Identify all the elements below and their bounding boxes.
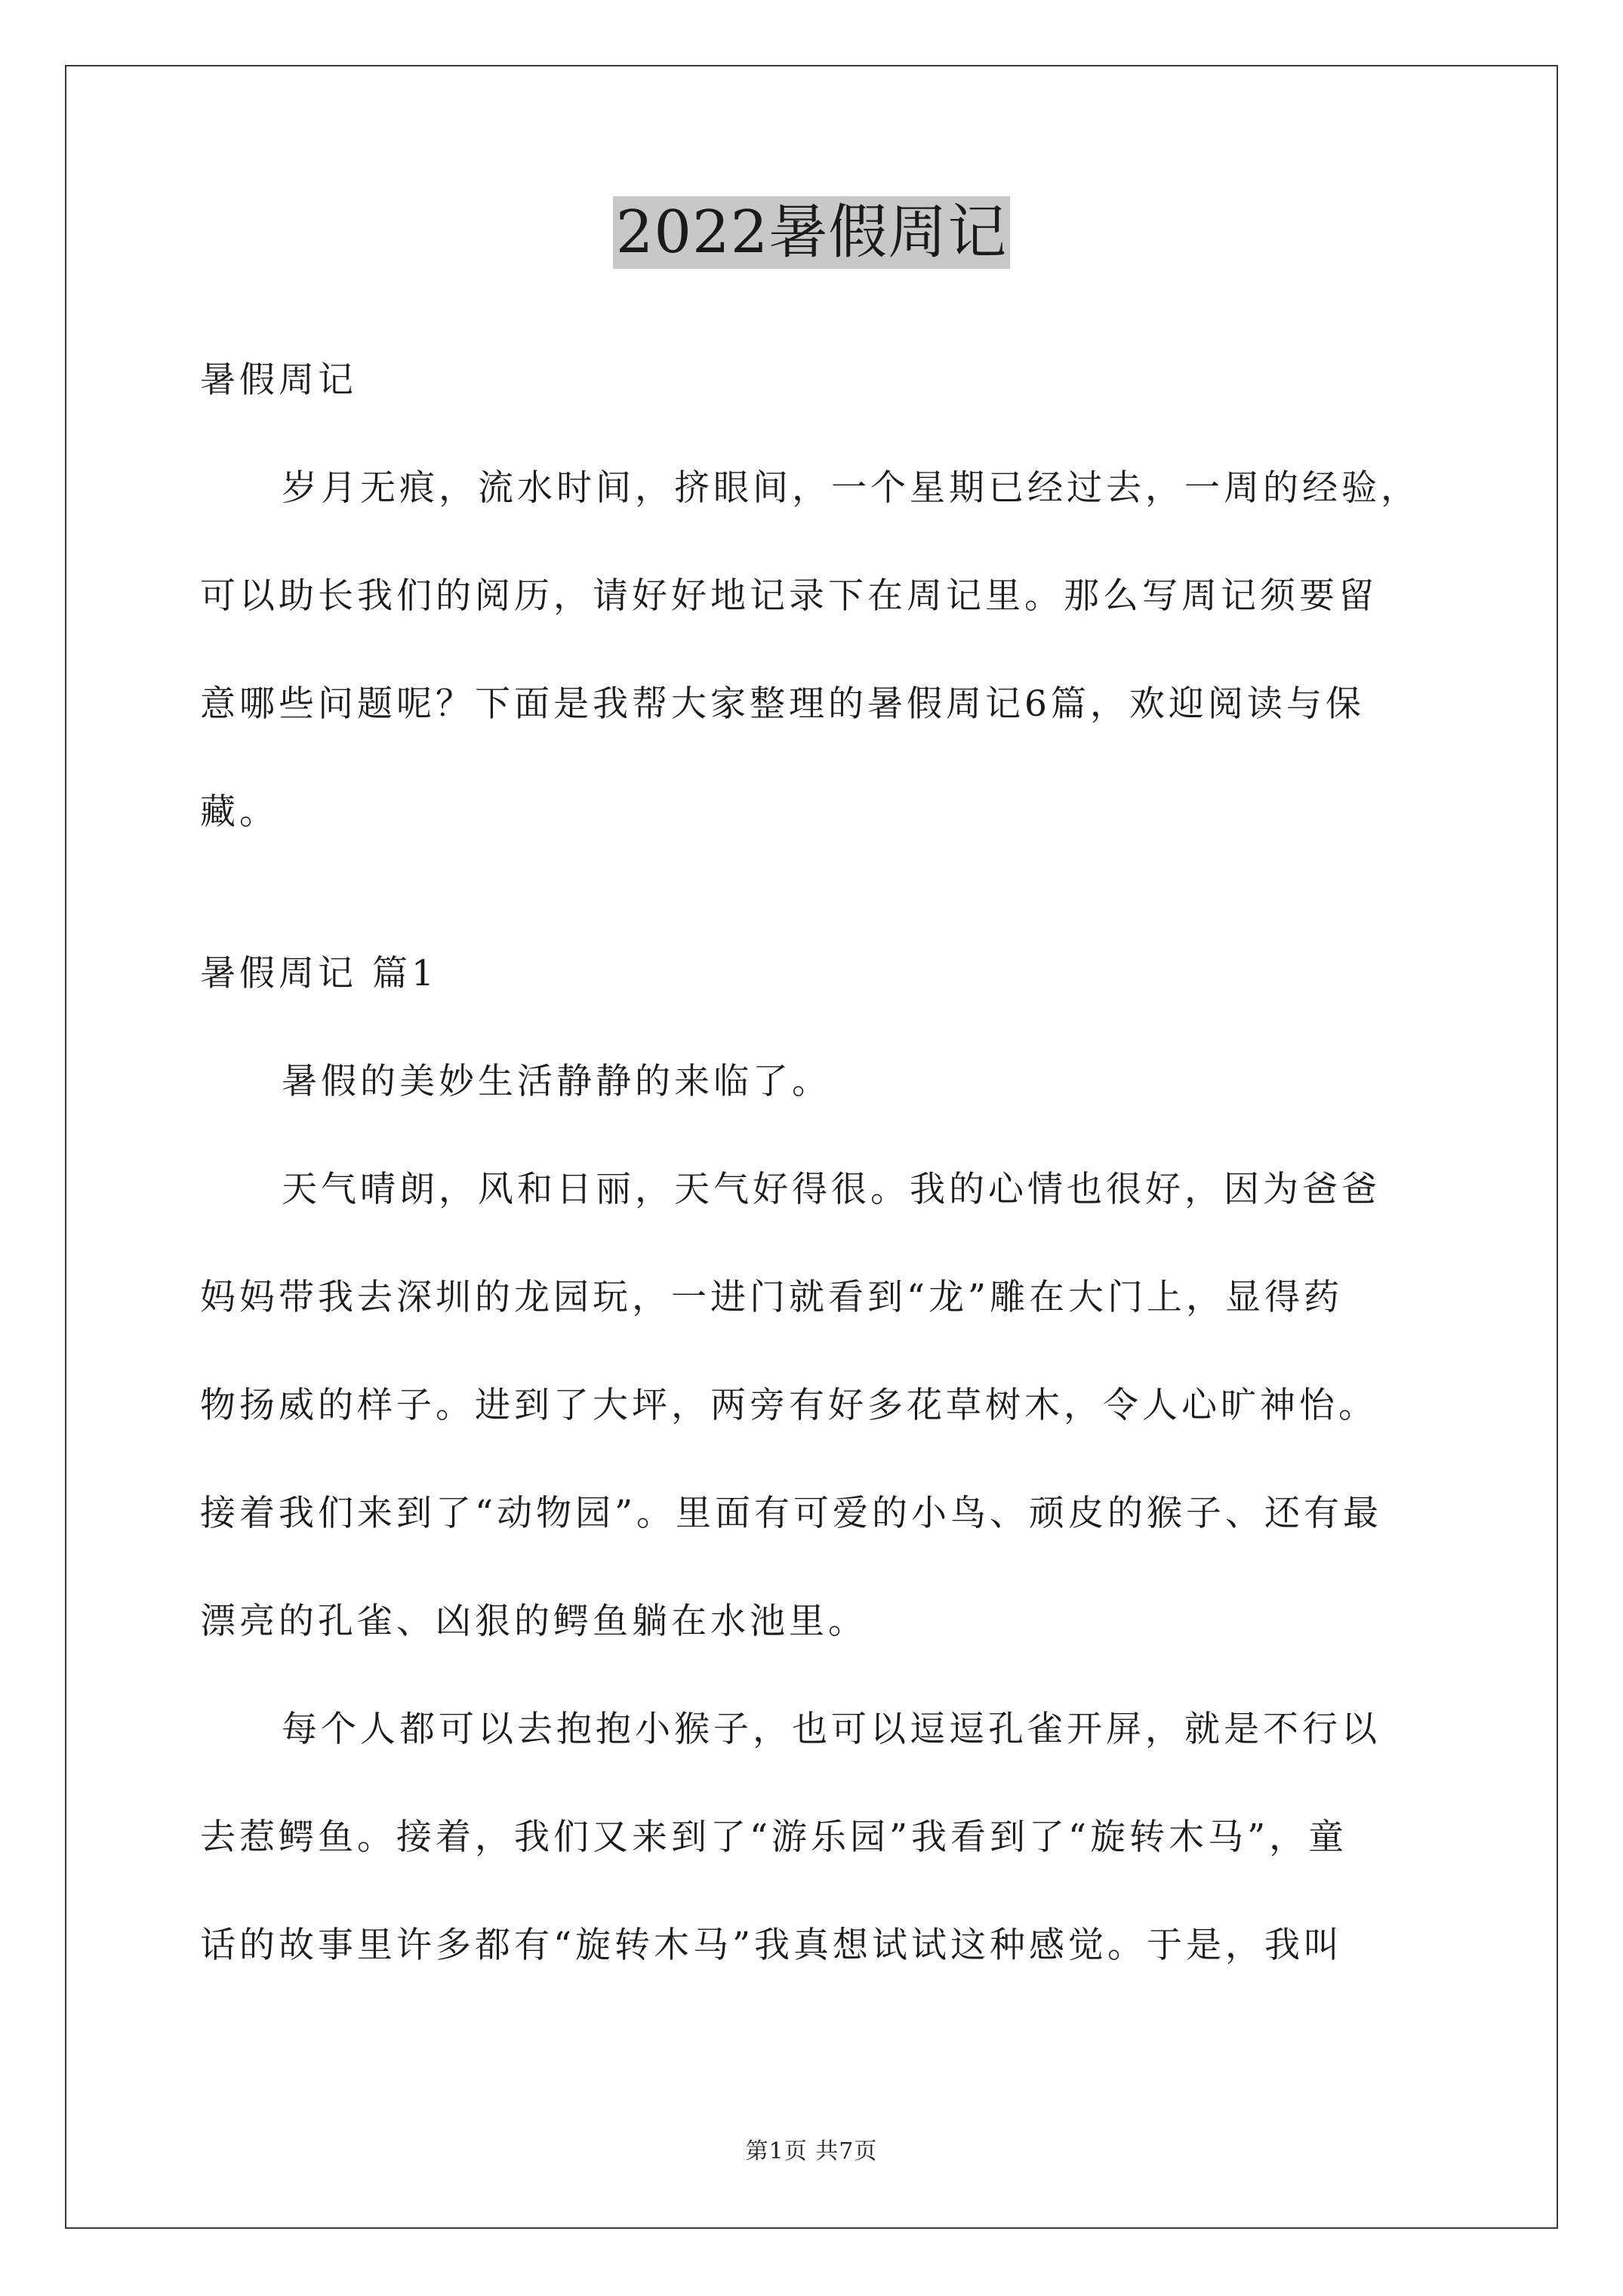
paragraph-line: 去惹鳄鱼。接着，我们又来到了“游乐园”我看到了“旋转木马”，童: [200, 1817, 1348, 1858]
paragraph-line: 每个人都可以去抱抱小猴子，也可以逗逗孔雀开屏，就是不行以: [282, 1709, 1381, 1750]
paragraph-line: 天气晴朗，风和日丽，天气好得很。我的心情也很好，因为爸爸: [282, 1169, 1381, 1210]
document-title: [0, 196, 1623, 269]
paragraph-line: 接着我们来到了“动物园”。里面有可爱的小鸟、顽皮的猴子、还有最: [200, 1493, 1383, 1534]
paragraph-line: 意哪些问题呢？下面是我帮大家整理的暑假周记6篇，欢迎阅读与保: [200, 683, 1365, 725]
section-heading: 暑假周记: [200, 359, 357, 401]
page-number-footer: 第1页 共7页: [745, 2138, 878, 2165]
paragraph-line: 妈妈带我去深圳的龙园玩，一进门就看到“龙”雕在大门上，显得药: [200, 1277, 1344, 1318]
paragraph-line: 暑假的美妙生活静静的来临了。: [282, 1061, 831, 1102]
paragraph-line: 可以助长我们的阅历，请好好地记录下在周记里。那么写周记须要留: [200, 575, 1378, 617]
paragraph-line: 话的故事里许多都有“旋转木马”我真想试试这种感觉。于是，我叫: [200, 1925, 1344, 1966]
document-title-text: 2022暑假周记: [613, 196, 1011, 269]
paragraph-line: 物扬威的样子。进到了大坪，两旁有好多花草树木，令人心旷神怡。: [200, 1385, 1378, 1426]
paragraph-line: 岁月无痕，流水时间，挤眼间，一个星期已经过去，一周的经验，: [282, 467, 1420, 509]
section-heading: 暑假周记 篇1: [200, 953, 438, 994]
paragraph-line: 藏。: [200, 791, 279, 833]
paragraph-line: 漂亮的孔雀、凶狠的鳄鱼躺在水池里。: [200, 1601, 867, 1642]
